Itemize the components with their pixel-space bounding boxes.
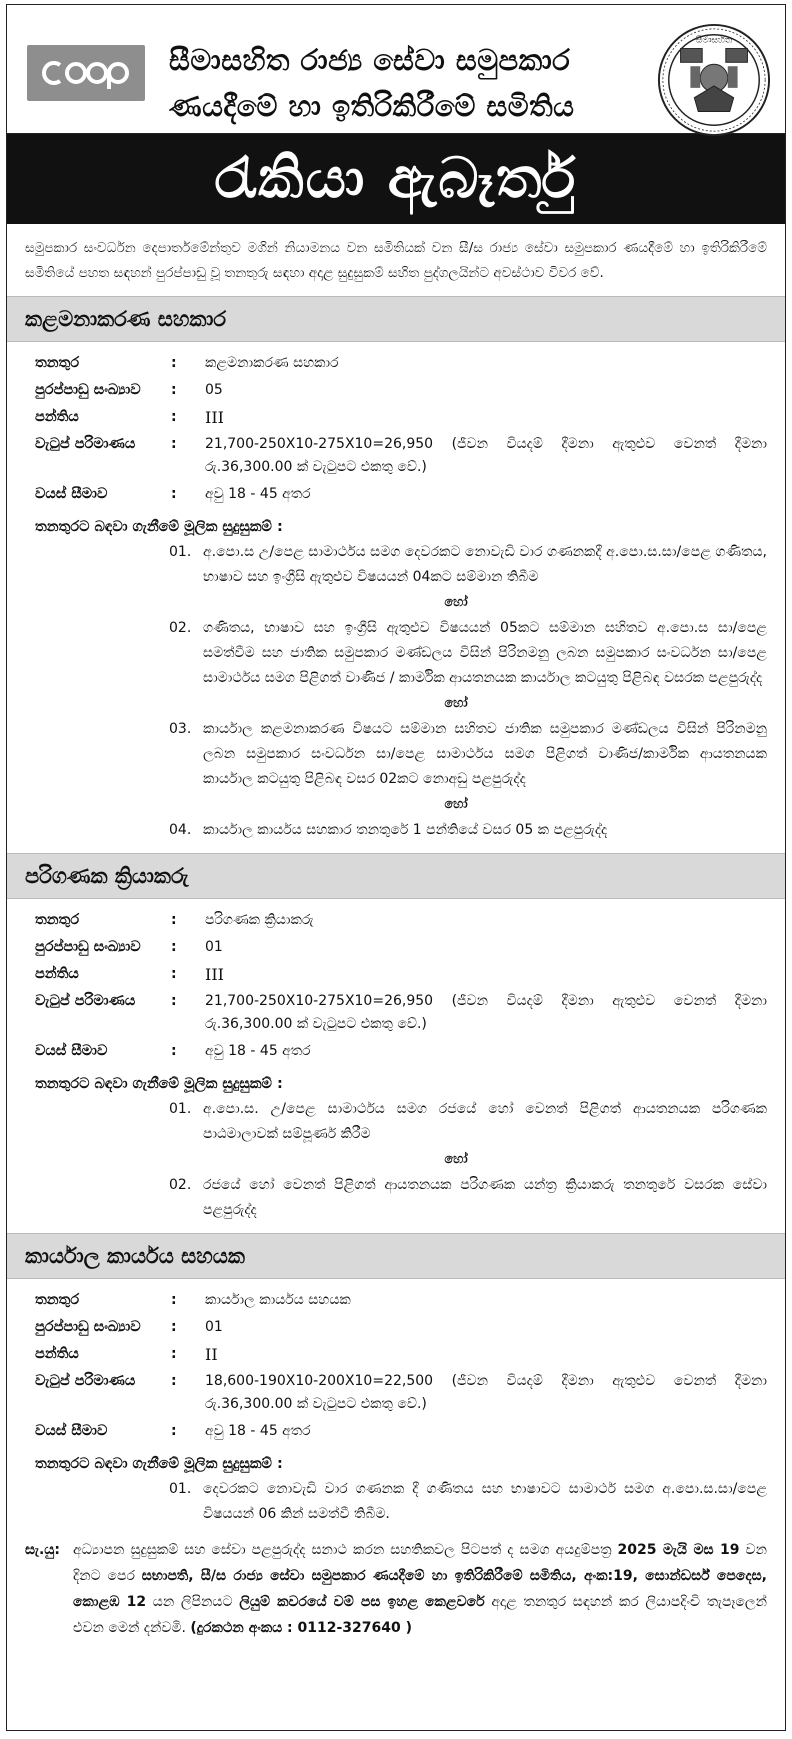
grade-value: III — [205, 408, 224, 427]
vacancies-label: පුරප්පාඩු සංඛ්‍යාව — [35, 1319, 141, 1335]
post-label: තනතුර — [35, 912, 80, 928]
salary-label: වැටුප් පරිමාණය — [35, 436, 136, 452]
vacancies-value: 01 — [205, 939, 223, 955]
qualification-item — [7, 616, 785, 691]
age-label: වයස් සීමාව — [35, 1043, 108, 1059]
post-row — [35, 1289, 767, 1312]
colon: : — [171, 1373, 177, 1389]
qualification-number: 04. — [169, 822, 192, 838]
organization-name — [169, 37, 639, 129]
salary-value: 21,700-250X10-275X10=26,950 (ජීවන වියදම් දීමනා ඇතුළුව වෙනත් දීමනා රු.36,300.00 ක් වැටුපට එකතු වේ.) — [205, 436, 767, 475]
vacancies-row — [35, 1316, 767, 1339]
advertisement-page — [6, 4, 786, 1731]
qualification-text: අ.පො.ස. උ/පෙළ සාමාර්ථය සමග රජයේ හෝ වෙනත් පිළිගත් ආයතනයක පරිගණක පාඨමාලාවක් සම්පූර්ණ කිරීම — [203, 1101, 767, 1142]
post-value: පරිගණක ක්‍රියාකරු — [205, 912, 314, 928]
grade-label: පන්තිය — [35, 966, 79, 982]
vacancies-value: 01 — [205, 1319, 223, 1335]
seal-text: සීමාසහිත — [695, 35, 733, 46]
society-seal-icon — [655, 21, 773, 139]
age-value: අවු 18 - 45 අතර — [205, 486, 311, 502]
section-title: කළමනාකරණ සහකාර — [7, 296, 785, 342]
colon: : — [171, 1346, 177, 1362]
qualifications-heading: තනතුරට බඳවා ගැනීමේ මූලික සුදුසුකම් : — [35, 1456, 283, 1472]
grade-label: පන්තිය — [35, 1346, 79, 1362]
intro-paragraph: සමුපකාර සංවර්ධන දෙපාර්තමේන්තුව මගින් නියාමනය වන සමිතියක් වන සී/ස රාජ්‍ය සේවා සමුපකාර ණයදීමේ හා ඉතිරිකිරීමේ සමිතියේ පහත සඳහන් පුරප්පාඩු වූ තනතුරු සඳහා අදාළ සුදුසුකම් සහිත පුද්ගලයින්ට අවස්ථාව විවර වේ. — [25, 240, 767, 281]
colon: : — [171, 1423, 177, 1439]
age-value: අවු 18 - 45 අතර — [205, 1043, 311, 1059]
postal-address: සභාපති, සී/ස රාජ්‍ය සේවා සමුපකාර ණයදීමේ හා ඉතිරිකිරීමේ සමිතිය, අංක:19, සොන්ඩර්ස් පෙදෙස, කොළඹ 12 — [73, 1568, 767, 1610]
vacancies-row — [35, 936, 767, 959]
envelope-instruction: ලියුම් කවරයේ වම් පස ඉහළ කෙළවරේ — [239, 1594, 485, 1610]
grade-value: III — [205, 965, 224, 984]
coop-logo-icon — [38, 53, 134, 93]
colon: : — [171, 993, 177, 1009]
qualification-text: කාර්යාල කළමනාකරණ විෂයට සම්මාන සහිතව ජාතික සමුපකාර මණ්ඩලය විසින් පිරිනමනු ලබන සමුපකාර සංවර්ධන සා/පෙළ සාමාර්ථය සමග පිළිගත් වාණිජ/කාර්මික ආයතනයක කාර්යාල කටයුතු පිළිබඳ වසර 02කට නොඅඩු පළපුරුද්ද — [203, 721, 767, 787]
colon: : — [171, 1292, 177, 1308]
grade-row — [35, 1343, 767, 1366]
age-row — [35, 1420, 767, 1443]
or-separator: හෝ — [444, 595, 468, 610]
qualification-number: 01. — [169, 1481, 192, 1497]
grade-row — [35, 406, 767, 429]
qualification-number: 01. — [169, 1101, 192, 1117]
qualification-number: 02. — [169, 620, 192, 636]
qualification-text: දෙවරකට නොවැඩි වාර ගණනක දී ගණිතය සහ භාෂාවට සාමාර්ථ සමග අ.පො.ස.සා/පෙළ විෂයයන් 06 කින් සමත්වී තිබීම. — [203, 1481, 767, 1522]
or-separator: හෝ — [444, 696, 468, 711]
qualifications-heading: තනතුරට බඳවා ගැනීමේ මූලික සුදුසුකම් : — [35, 1076, 283, 1092]
qualification-text: ගණිතය, භාෂාව සහ ඉංග්‍රීසි ඇතුළුව විෂයයන් 05කට සම්මාන සහිතව අ.පො.ස සා/පෙළ සමත්වීම සහ ජාතික සමුපකාර මණ්ඩලය විසින් පිරිනමනු ලබන සමුපකාර සංවර්ධන සා/පෙළ සාමාර්ථය සමග පිළිගත් වාණිජ / කාර්මික ආයතනයක කාර්යාල කටයුතු පිළිබඳ වසරක පළපුරුද්ද — [203, 620, 767, 686]
colon: : — [171, 1043, 177, 1059]
application-note — [7, 1527, 785, 1641]
age-value: අවු 18 - 45 අතර — [205, 1423, 311, 1439]
qualification-item — [7, 1097, 785, 1147]
section-title: පරිගණක ක්‍රියාකරු — [7, 853, 785, 899]
qualification-number: 03. — [169, 721, 192, 737]
qualification-item — [7, 540, 785, 590]
org-name-line2: ණයදීමේ හා ඉතිරිකිරීමේ සමිතිය — [169, 89, 575, 123]
post-value: කළමනාකරණ සහකාර — [205, 355, 339, 371]
section-title: කාර්යාල කාර්යය සහයක — [7, 1233, 785, 1279]
or-separator: හෝ — [444, 1152, 468, 1167]
qualification-number: 02. — [169, 1177, 192, 1193]
colon: : — [171, 939, 177, 955]
qualifications-heading: තනතුරට බඳවා ගැනීමේ මූලික සුදුසුකම් : — [35, 519, 283, 535]
note-label: සැ.යු: — [25, 1542, 60, 1558]
salary-row — [35, 990, 767, 1036]
salary-value: 21,700-250X10-275X10=26,950 (ජීවන වියදම් දීමනා ඇතුළුව වෙනත් දීමනා රු.36,300.00 ක් වැටුපට එකතු වේ.) — [205, 993, 767, 1032]
qualification-item — [7, 1477, 785, 1527]
qualification-text: රජයේ හෝ වෙනත් පිළිගත් ආයතනයක පරිගණක යන්ත්‍ර ක්‍රියාකරු තනතුරේ වසරක සේවා පළපුරුද්ද — [203, 1177, 767, 1218]
age-row — [35, 483, 767, 506]
age-label: වයස් සීමාව — [35, 1423, 108, 1439]
colon: : — [171, 382, 177, 398]
grade-row — [35, 963, 767, 986]
note-text-part: අදාළ තනතුර සඳහන් කර ලියාපදිංචි තැපෑලෙන් එවන මෙන් දන්වමි. — [73, 1594, 767, 1636]
salary-row — [35, 433, 767, 479]
or-separator: හෝ — [444, 797, 468, 812]
qualification-text: අ.පො.ස උ/පෙළ සාමාර්ථය සමග දෙවරකට නොවැඩි වාර ගණනකදී අ.පො.ස.සා/පෙළ ගණිතය, භාෂාව සහ ඉංග්‍රීසි ඇතුළුව විෂයයන් 04කට සම්මාන තිබීම — [203, 544, 767, 585]
post-row — [35, 909, 767, 932]
vacancies-value: 05 — [205, 382, 223, 398]
vacancies-row — [35, 379, 767, 402]
vacancies-label: පුරප්පාඩු සංඛ්‍යාව — [35, 939, 141, 955]
note-text-part: වන දිනට පෙර — [73, 1542, 767, 1584]
age-row — [35, 1040, 767, 1063]
section-details — [7, 342, 785, 506]
section-details — [7, 899, 785, 1063]
colon: : — [171, 409, 177, 425]
colon: : — [171, 912, 177, 928]
banner-title: රැකියා ඇබෑර්තු — [7, 134, 785, 224]
qualification-item — [7, 1173, 785, 1223]
deadline-date: 2025 මැයි මස 19 — [617, 1542, 740, 1558]
phone-number: (දුරකථන අංකය : 0112-327640 ) — [190, 1620, 413, 1636]
note-text-part: යන ලිපිනයට — [152, 1594, 233, 1610]
colon: : — [171, 966, 177, 982]
coop-logo — [27, 45, 145, 101]
grade-value: II — [205, 1345, 218, 1364]
qualification-text: කාර්යාල කාර්යය සහකාර තනතුරේ 1 පන්තියේ වසර 05 ක පළපුරුද්ද — [203, 822, 608, 838]
salary-label: වැටුප් පරිමාණය — [35, 1373, 136, 1389]
salary-label: වැටුප් පරිමාණය — [35, 993, 136, 1009]
note-text-part: අධ්‍යාපන සුදුසුකම් සහ සේවා පළපුරුද්ද සනාථ කරන සහතිකවල පිටපත් ද සමග අයදුම්පත්‍ර — [73, 1542, 612, 1558]
post-label: තනතුර — [35, 355, 80, 371]
vacancies-label: පුරප්පාඩු සංඛ්‍යාව — [35, 382, 141, 398]
qualification-number: 01. — [169, 544, 192, 560]
qualification-item — [7, 717, 785, 792]
salary-row — [35, 1370, 767, 1416]
age-label: වයස් සීමාව — [35, 486, 108, 502]
qualification-item — [7, 818, 785, 843]
org-name-line1: සීමාසහිත රාජ්‍ය සේවා සමුපකාර — [169, 43, 571, 77]
colon: : — [171, 355, 177, 371]
section-details — [7, 1279, 785, 1443]
grade-label: පන්තිය — [35, 409, 79, 425]
header — [7, 5, 785, 134]
colon: : — [171, 486, 177, 502]
salary-value: 18,600-190X10-200X10=22,500 (ජීවන වියදම් දීමනා ඇතුළුව වෙනත් දීමනා රු.36,300.00 ක් වැටුපට එකතු වේ.) — [205, 1373, 767, 1412]
colon: : — [171, 1319, 177, 1335]
post-value: කාර්යාල කාර්යය සහයක — [205, 1292, 351, 1308]
note-text — [73, 1537, 767, 1641]
post-label: තනතුර — [35, 1292, 80, 1308]
colon: : — [171, 436, 177, 452]
post-row — [35, 352, 767, 375]
